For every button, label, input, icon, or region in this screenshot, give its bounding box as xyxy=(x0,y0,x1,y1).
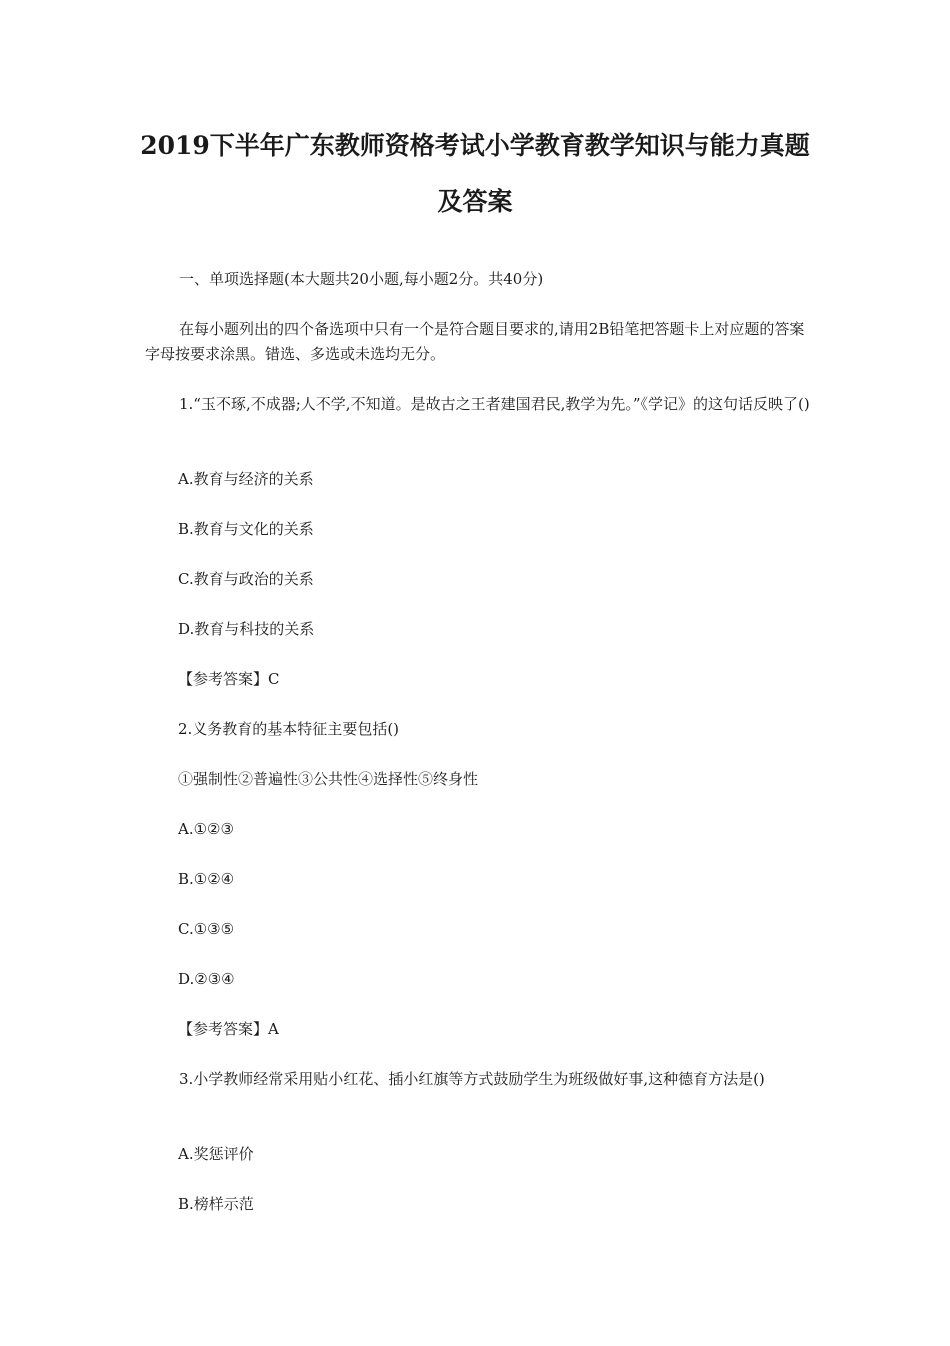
question-1-option-d: D.教育与科技的关系 xyxy=(178,620,315,638)
question-2-option-c: C.①③⑤ xyxy=(178,920,235,938)
question-1-stem: 1.“玉不琢,不成器;人不学,不知道。是故古之王者建国君民,教学为先。”《学记》的这句话反映了() xyxy=(179,395,810,413)
question-1-option-a: A.教育与经济的关系 xyxy=(178,470,314,488)
question-1-option-b: B.教育与文化的关系 xyxy=(178,520,314,538)
question-2-option-d: D.②③④ xyxy=(178,970,235,988)
question-1-answer: 【参考答案】C xyxy=(178,670,280,688)
question-2-items: ①强制性②普遍性③公共性④选择性⑤终身性 xyxy=(178,770,479,788)
question-2-answer: 【参考答案】A xyxy=(178,1020,279,1038)
question-2-stem: 2.义务教育的基本特征主要包括() xyxy=(178,720,400,738)
document-title: 2019下半年广东教师资格考试小学教育教学知识与能力真题及答案 xyxy=(140,131,810,216)
instructions-paragraph: 在每小题列出的四个备选项中只有一个是符合题目要求的,请用2B铅笔把答题卡上对应题的答案字母按要求涂黑。错选、多选或未选均无分。 xyxy=(145,320,805,363)
question-3-option-a: A.奖惩评价 xyxy=(178,1145,254,1163)
question-1-option-c: C.教育与政治的关系 xyxy=(178,570,314,588)
section-heading: 一、单项选择题(本大题共20小题,每小题2分。共40分) xyxy=(179,270,544,288)
question-2-option-b: B.①②④ xyxy=(178,870,235,888)
question-2-option-a: A.①②③ xyxy=(178,820,234,838)
question-3-option-b: B.榜样示范 xyxy=(178,1195,254,1213)
question-3-stem: 3.小学教师经常采用贴小红花、插小红旗等方式鼓励学生为班级做好事,这种德育方法是() xyxy=(179,1070,765,1088)
